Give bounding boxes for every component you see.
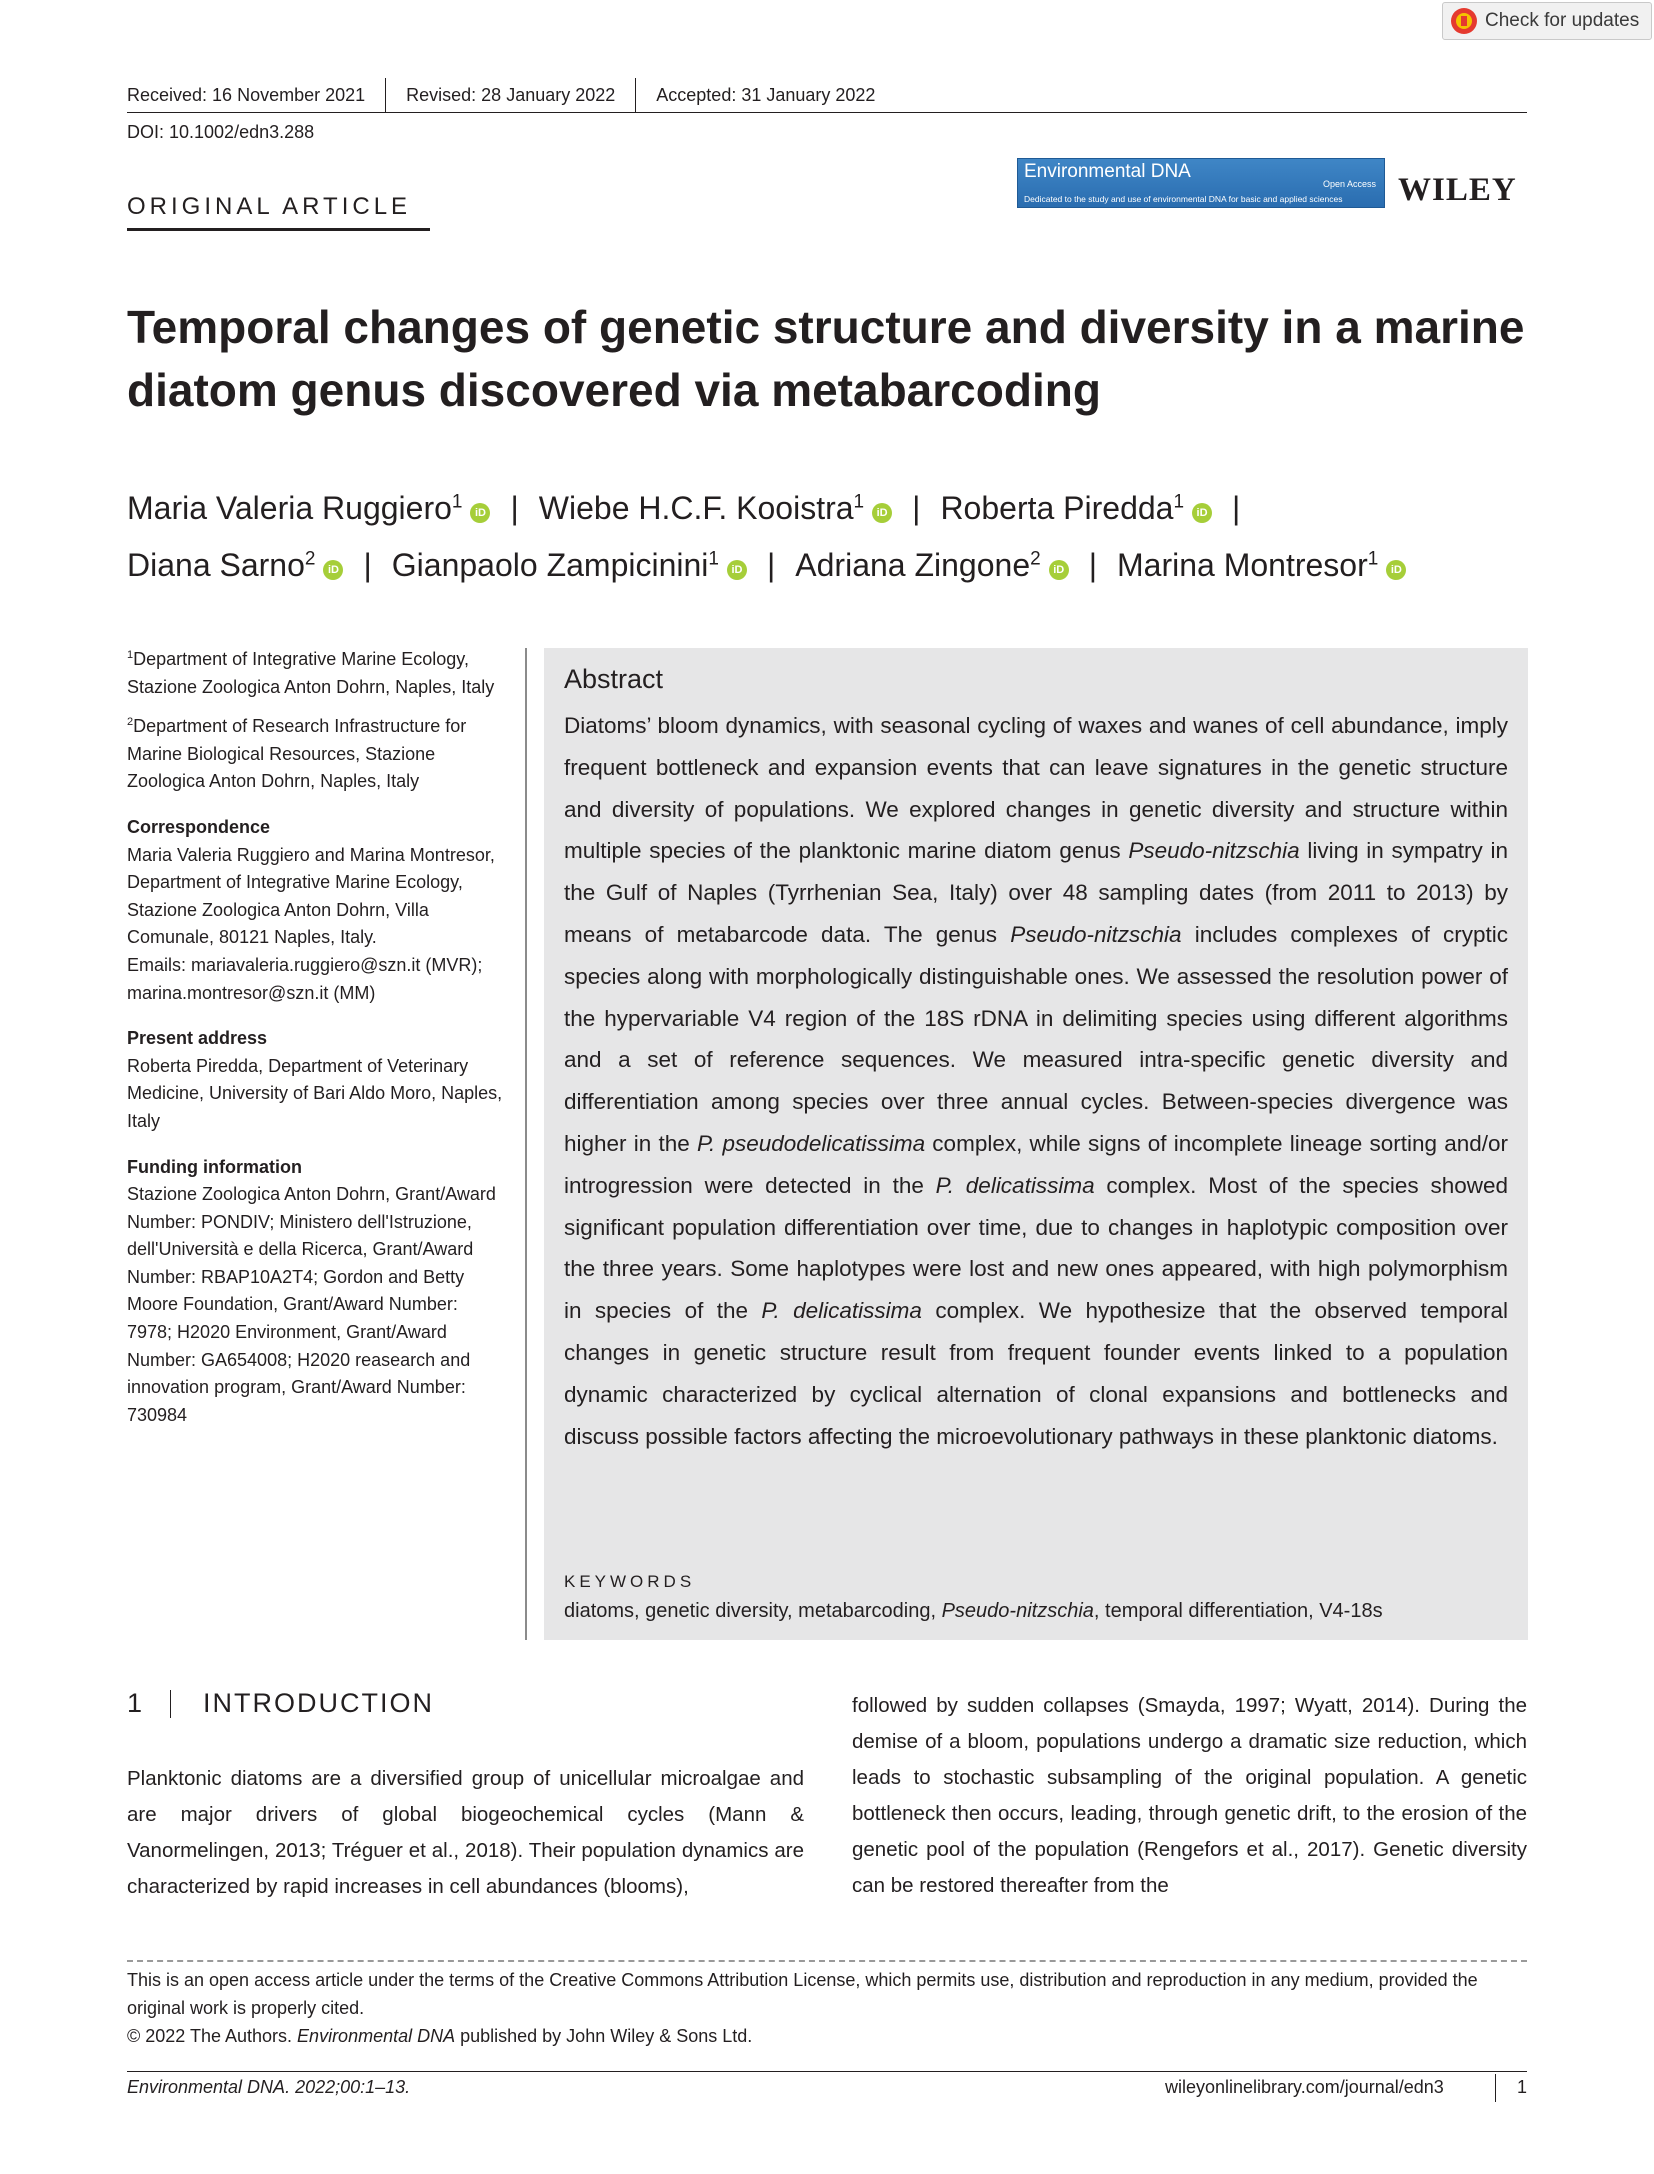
publisher-logo: WILEY: [1398, 172, 1517, 208]
author[interactable]: Gianpaolo Zampicinini$^1$iD: [392, 547, 747, 583]
journal-logo-title: Environmental DNA: [1024, 161, 1191, 182]
article-info-column: [127, 642, 507, 1447]
article-dates: [127, 78, 1527, 112]
intro-text-right: followed by sudden collapses (Smayda, 1997; Wyatt, 2014). During the demise of a bloom, populations undergo a dramatic size reduction, which leads to stochastic subsampling of the original population. A genetic bottleneck then occurs, leading, through genetic drift, to the erosion of the genetic pool of the population (Rengefors et al., 2017). Genetic diversity can be restored thereafter from the: [852, 1694, 1527, 1897]
license-notice: [127, 1966, 1527, 2050]
author-separator: |: [1232, 489, 1241, 526]
copyright: © 2022 The Authors. Environmental DNA published by John Wiley & Sons Ltd.: [127, 2026, 753, 2046]
revised-date: Revised: 28 January 2022: [406, 84, 616, 105]
journal-citation: Environmental DNA. 2022;00:1–13.: [127, 2077, 411, 2097]
funding-information: [127, 1154, 507, 1430]
article-title: Temporal changes of genetic structure and diversity in a marine diatom genus discovered via metabarcoding: [127, 301, 1525, 416]
article-type-underline: [127, 228, 430, 231]
received-date: Received: 16 November 2021: [127, 84, 366, 105]
column-divider: [525, 648, 527, 1640]
orcid-icon[interactable]: iD: [1386, 560, 1406, 580]
license-text: This is an open access article under the terms of the Creative Commons Attribution License, which permits use, distribution and reproduction in any medium, provided the original work is properly cited.: [127, 1970, 1478, 2018]
orcid-icon[interactable]: iD: [323, 560, 343, 580]
correspondence-heading: Correspondence: [127, 816, 271, 837]
section-divider: [170, 1690, 171, 1718]
orcid-icon[interactable]: iD: [872, 503, 892, 523]
author[interactable]: Wiebe H.C.F. Kooistra$^1$iD: [539, 490, 892, 526]
date-divider: [385, 78, 386, 112]
keywords: diatoms, genetic diversity, metabarcoding, Pseudo-nitzschia, temporal differentiation, V4-18s: [564, 1600, 1383, 1622]
accepted-date: Accepted: 31 January 2022: [656, 84, 876, 105]
section-title: INTRODUCTION: [203, 1688, 435, 1718]
orcid-icon[interactable]: iD: [1049, 560, 1069, 580]
doi[interactable]: DOI: 10.1002/edn3.288: [127, 122, 315, 142]
author[interactable]: Marina Montresor$^1$iD: [1117, 547, 1406, 583]
correspondence-text: Maria Valeria Ruggiero and Marina Montresor, Department of Integrative Marine Ecology, Stazione Zoologica Anton Dohrn, Villa Comunale, 80121 Naples, Italy.: [127, 844, 495, 948]
keywords-heading: KEYWORDS: [564, 1572, 696, 1591]
orcid-icon[interactable]: iD: [470, 503, 490, 523]
author-list: [127, 476, 1547, 591]
correspondence-emails[interactable]: Emails: mariavaleria.ruggiero@szn.it (MVR); marina.montresor@szn.it (MM): [127, 954, 483, 1003]
footnote-divider: [127, 1960, 1527, 1962]
author-separator: |: [363, 547, 372, 584]
correspondence: [127, 814, 507, 1007]
author-separator: |: [912, 489, 921, 526]
author-separator: |: [766, 547, 776, 584]
abstract-text: Diatoms’ bloom dynamics, with seasonal cycling of waxes and wanes of cell abundance, imply frequent bottleneck and expansion events that can leave signatures in the genetic structure and diversity of populations. We explored changes in genetic diversity and structure within multiple species of the planktonic marine diatom genus Pseudo-nitzschia living in sympatry in the Gulf of Naples (Tyrrhenian Sea, Italy) over 48 sampling dates (from 2011 to 2013) by means of metabarcode data. The genus Pseudo-nitzschia includes complexes of cryptic species along with morphologically distinguishable ones. We assessed the resolution power of the hypervariable V4 region of the 18S rDNA in delimiting species using different algorithms and a set of reference sequences. We measured intra-specific genetic diversity and differentiation among species over three annual cycles. Between-species divergence was higher in the P. pseudodelicatissima complex, while signs of incomplete lineage sorting and/or introgression were detected in the P. delicatissima complex. Most of the species showed significant population differentiation over time, due to changes in haplotypic composition over the three years. Some haplotypes were lost and new ones appeared, with high polymorphism in species of the P. delicatissima complex. We hypothesize that the observed temporal changes in genetic structure result from frequent founder events linked to a population dynamic characterized by cyclical alternation of clonal expansions and bottlenecks and discuss possible factors affecting the microevolutionary pathways in these planktonic diatoms.: [564, 713, 1509, 1449]
open-access-label: Open Access: [1322, 179, 1376, 189]
check-for-updates-label: Check for updates: [1485, 10, 1640, 31]
affiliation: $^1$Department of Integrative Marine Ecology, Stazione Zoologica Anton Dohrn, Naples, Italy: [127, 649, 495, 697]
present-address-text: Roberta Piredda, Department of Veterinary Medicine, University of Bari Aldo Moro, Naples, Italy: [127, 1055, 503, 1131]
article-type: ORIGINAL ARTICLE: [127, 193, 412, 220]
crossmark-icon: [1451, 8, 1477, 34]
present-address-heading: Present address: [127, 1028, 268, 1049]
header-rule: [127, 112, 1527, 113]
affiliations: [127, 642, 507, 796]
date-divider: [635, 78, 636, 112]
orcid-icon[interactable]: iD: [727, 560, 747, 580]
funding-heading: Funding information: [127, 1156, 302, 1177]
author-separator: |: [510, 489, 519, 526]
abstract-heading: Abstract: [564, 664, 664, 694]
author-separator: |: [1088, 547, 1097, 584]
author[interactable]: Diana Sarno$^2$iD: [127, 547, 343, 583]
author[interactable]: Maria Valeria Ruggiero$^1$iD: [127, 490, 490, 526]
author[interactable]: Roberta Piredda$^1$iD: [940, 490, 1212, 526]
footer-divider: [1495, 2074, 1496, 2102]
section-number: 1: [127, 1688, 145, 1718]
journal-logo: [1017, 158, 1385, 208]
author[interactable]: Adriana Zingone$^2$iD: [795, 547, 1068, 583]
footer-rule: [127, 2071, 1527, 2072]
orcid-icon[interactable]: iD: [1192, 503, 1212, 523]
journal-logo-tagline: Dedicated to the study and use of environmental DNA for basic and applied sciences: [1024, 194, 1343, 204]
page-number: 1: [1517, 2077, 1528, 2097]
section-heading-introduction: [127, 1688, 434, 1719]
check-for-updates-button[interactable]: [1442, 2, 1652, 40]
present-address: [127, 1025, 507, 1135]
intro-text-left: Planktonic diatoms are a diversified group of unicellular microalgae and are major drivers of global biogeochemical cycles (Mann & Vanormelingen, 2013; Tréguer et al., 2018). Their population dynamics are characterized by rapid increases in cell abundances (blooms),: [127, 1767, 804, 1898]
affiliation: $^2$Department of Research Infrastructure for Marine Biological Resources, Stazione Zoologica Anton Dohrn, Naples, Italy: [127, 716, 467, 792]
funding-text: Stazione Zoologica Anton Dohrn, Grant/Award Number: PONDIV; Ministero dell'Istruzione, dell'Università e della Ricerca, Grant/Award Number: RBAP10A2T4; Gordon and Betty Moore Foundation, Grant/Award Number: 7978; H2020 Environment, Grant/Award Number: GA654008; H2020 reasearch and innovation program, Grant/Award Number: 730984: [127, 1184, 496, 1425]
journal-url[interactable]: wileyonlinelibrary.com/journal/edn3: [1165, 2077, 1444, 2097]
